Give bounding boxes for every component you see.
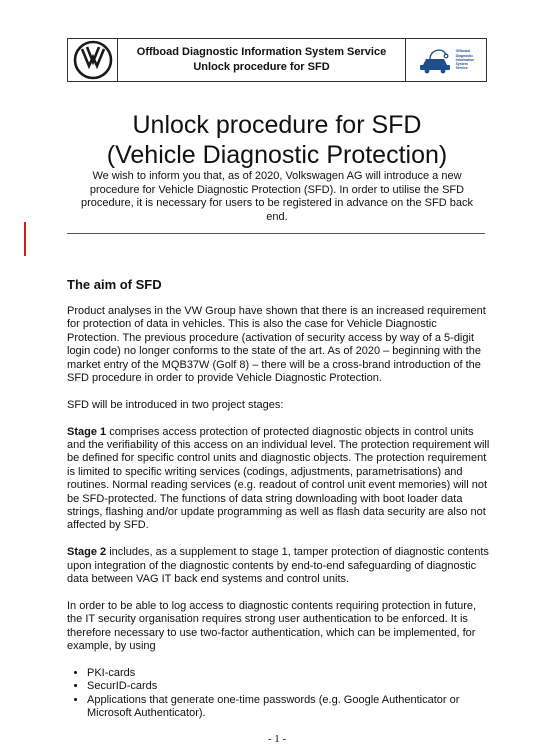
odis-logo-text: Offboard Diagnostic Information System Service: [455, 49, 475, 71]
header-title-line1: Offboad Diagnostic Information System Service: [136, 46, 387, 58]
paragraph-product-analyses: Product analyses in the VW Group have shown that there is an increased requirement for protection of data in vehicles. This is also the case for Vehicle Diagnostic Protection. The previous procedure (activation of security access by way of a 5-digit login code) no longer conforms to the state of the art. As of 2020 – beginning with the market entry of the MQB37W (Golf 8) – there will be a cross-brand introduction of the SFD procedure in order to provide Vehicle Diagnostic Protection.: [67, 305, 486, 385]
authentication-methods-list: [67, 667, 492, 721]
list-item: • Applications that generate one-time passwords (e.g. Google Authenticator or Microsoft Authenticator).: [87, 694, 492, 721]
divider: [67, 233, 485, 234]
odis-service-logo-icon: [418, 43, 454, 77]
red-margin-mark: [24, 222, 26, 256]
header-title-line2: Unlock procedure for SFD: [193, 61, 330, 73]
paragraph-project-stages: SFD will be introduced in two project stages:: [67, 398, 284, 411]
stage-2-label: Stage 2: [67, 546, 107, 559]
body-text: [67, 305, 492, 721]
page-number: - 1 -: [267, 733, 287, 745]
list-item: • SecurID-cards: [87, 680, 492, 693]
vw-logo-icon: [73, 40, 113, 80]
section-heading: The aim of SFD: [67, 277, 162, 292]
paragraph-stage-1: [67, 426, 492, 533]
page-title-line1: Unlock procedure for SFD: [132, 111, 422, 139]
header-title: [118, 39, 405, 81]
stage-1-label: Stage 1: [67, 425, 107, 438]
stage-2-text: includes, as a supplement to stage 1, tamper protection of diagnostic contents upon integration of the diagnostic contents by end-to-end safeguarding of diagnostic data between VAG IT back end systems and control units.: [67, 546, 489, 586]
page-title-line2: (Vehicle Diagnostic Protection): [106, 141, 448, 169]
document-header: [67, 38, 487, 82]
list-item: • PKI-cards: [87, 667, 492, 680]
paragraph-stage-2: [67, 546, 492, 586]
stage-1-text: comprises access protection of protected diagnostic objects in control units and the verifiability of this access on an individual level. The protection requirement will be defined for specific control units and diagnostic objects. The protection requirement is limited to specific writing services (codings, adjustments, parametrisations) and routines. Normal reading services (e.g. readout of control unit event memories) will not be SFD-protected. The functions of data string downloading with boot loader data strings, flashing and/or update programming as well as flash data security are also not affected by SFD.: [67, 425, 490, 532]
intro-paragraph: We wish to inform you that, as of 2020, Volkswagen AG will introduce a new procedure for Vehicle Diagnostic Protection (SFD). In order to utilise the SFD procedure, it is necessary for users to be registered in advance on the SFD back end.: [81, 170, 473, 223]
odis-service-logo: [405, 39, 486, 81]
vw-logo: [68, 39, 118, 81]
paragraph-authentication: In order to be able to log access to diagnostic contents requiring protection in future, the IT security organisation requires strong user authentication to be enforced. It is therefore necessary to use two-factor authentication, which can be implemented, for example, by using: [67, 599, 477, 653]
